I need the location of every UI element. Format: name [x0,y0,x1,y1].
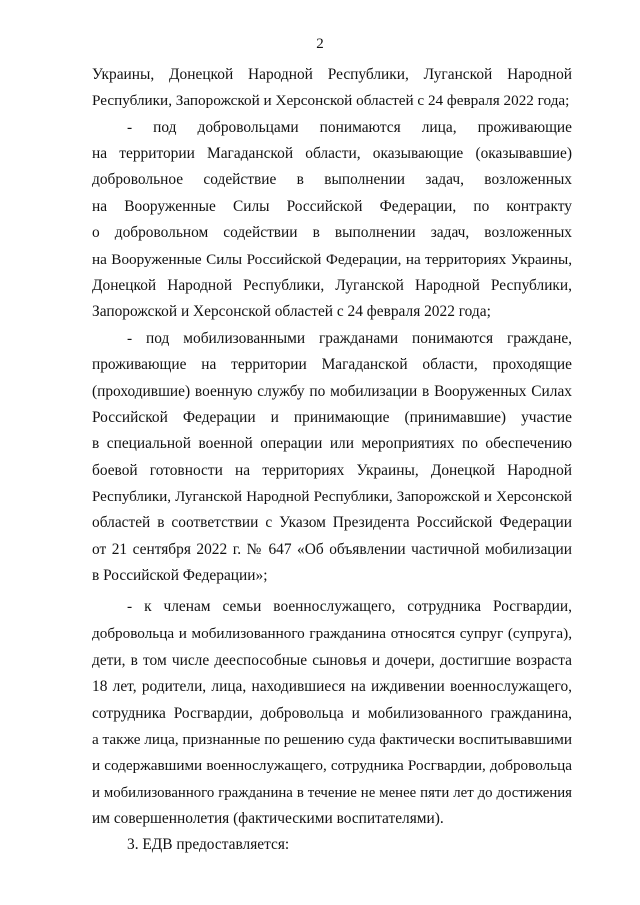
text-line: и мобилизованного гражданина в течение не менее пяти лет до достижения [92,785,572,801]
text-line: Российской Федерации и принимающие (принимавшие) участие [92,409,572,426]
page-number: 2 [316,36,324,52]
text-line: проживающие на территории Магаданской области, проходящие [92,356,572,373]
text-line: областей в соответствии с Указом Президента Российской Федерации [92,514,572,531]
text-line: боевой готовности на территориях Украины, Донецкой Народной [92,462,572,479]
text-line: в специальной военной операции или мероприятиях по обеспечению [92,435,572,452]
text-line: им совершеннолетия (фактическими воспитателями). [92,810,444,827]
text-line: Республики, Запорожской и Херсонской областей с 24 февраля 2022 года; [92,92,570,109]
text-line: дети, в том числе дееспособные сыновья и дочери, достигшие возраста [92,652,572,669]
text-line: а также лица, признанные по решению суда фактически воспитывавшими [92,731,572,748]
text-line: Украины, Донецкой Народной Республики, Луганской Народной [92,66,572,83]
text-line: сотрудника Росгвардии, добровольца и мобилизованного гражданина, [92,705,572,722]
text-line: Донецкой Народной Республики, Луганской Народной Республики, [92,277,572,294]
text-line: - под мобилизованными гражданами понимаются граждане, [127,330,572,347]
text-line: - под добровольцами понимаются лица, проживающие [127,119,572,136]
text-line: от 21 сентября 2022 г. № 647 «Об объявлении частичной мобилизации [92,541,572,558]
text-line: - к членам семьи военнослужащего, сотрудника Росгвардии, [127,598,572,615]
text-line: на Вооруженные Силы Российской Федерации, по контракту [92,198,572,215]
text-line: на Вооруженные Силы Российской Федерации, на территориях Украины, [92,251,572,268]
text-line: добровольное содействие в выполнении задач, возложенных [92,171,572,188]
text-line: Республики, Луганской Народной Республики, Запорожской и Херсонской [92,489,572,505]
text-line: Запорожской и Херсонской областей с 24 февраля 2022 года; [92,303,491,320]
text-line: и содержавшими военнослужащего, сотрудника Росгвардии, добровольца [92,757,572,774]
text-line: 18 лет, родители, лица, находившиеся на иждивении военнослужащего, [92,678,572,695]
text-line: о добровольном содействии в выполнении задач, возложенных [92,224,572,241]
text-line: добровольца и мобилизованного гражданина относятся супруг (супруга), [92,625,572,642]
text-line: (проходившие) военную службу по мобилизации в Вооруженных Силах [92,383,572,400]
text-line: в Российской Федерации»; [92,567,268,584]
text-line: на территории Магаданской области, оказывающие (оказывавшие) [92,145,572,162]
section-heading: 3. ЕДВ предоставляется: [127,836,290,853]
